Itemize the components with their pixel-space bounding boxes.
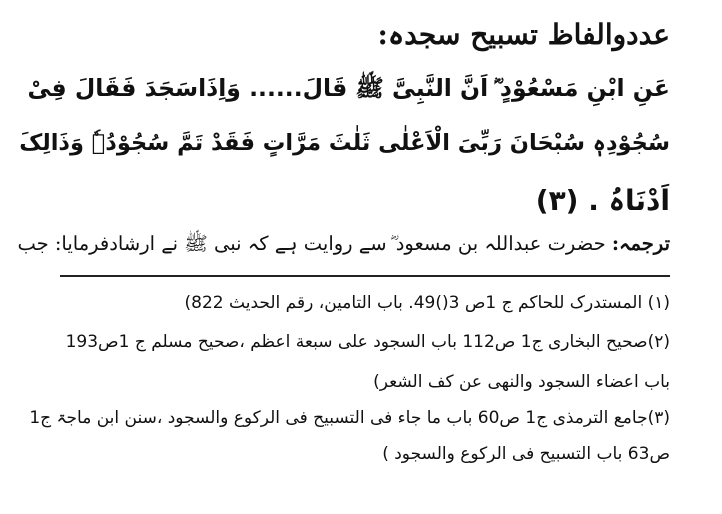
footnote-3-line-1: (۳)جامع الترمذی ج1 ص60 باب ما جاء فی التسبیح فی الرکوع والسجود ،سنن ابن ماجۃ ج1 (29, 408, 670, 428)
footnote-2-line-1: (۲)صحیح البخاری ج1 ص112 باب السجود علی سبعة اعظم ،صحیح مسلم ج 1ص193 (65, 332, 670, 352)
arabic-text-line-3: اَدْنَاہُ . (۳) (535, 184, 670, 217)
arabic-text-line-1: عَنِ ابْنِ مَسْعُوْدٍ ؓ اَنَّ النَّبِیَّ ﷺ قَالَ...... وَاِذَاسَجَدَ فَقَالَ فِیْ (27, 74, 670, 102)
section-heading (377, 18, 670, 51)
arabic-text-line-2: سُجُوْدِہٖ سُبْحَانَ رَبِّیَ الْاَعْلٰی ثَلٰثَ مَرَّاتٍ فَقَدْ تَمَّ سُجُوْدُہٗ وَذَالِکَ (19, 130, 670, 156)
footnote-divider (60, 275, 670, 277)
footnote-2-line-2: باب اعضاء السجود والنھی عن کف الشعر) (373, 372, 670, 392)
footnote-1: (۱) المستدرک للحاکم ج 1ص 3()49. باب التامین، رقم الحدیث 822) (184, 293, 670, 313)
translation-text: حضرت عبداللہ بن مسعود ؓ سے روایت ہے کہ نبی ﷺ نے ارشادفرمایا: جب (17, 232, 606, 255)
translation-line (17, 232, 670, 260)
heading-colon: : (377, 18, 388, 51)
heading-text: عددوالفاظ تسبیح سجدہ (387, 18, 670, 51)
translation-label: ترجمہ: (611, 232, 670, 255)
footnote-3-line-2: ص63 باب التسبیح فی الرکوع والسجود ) (382, 444, 670, 464)
